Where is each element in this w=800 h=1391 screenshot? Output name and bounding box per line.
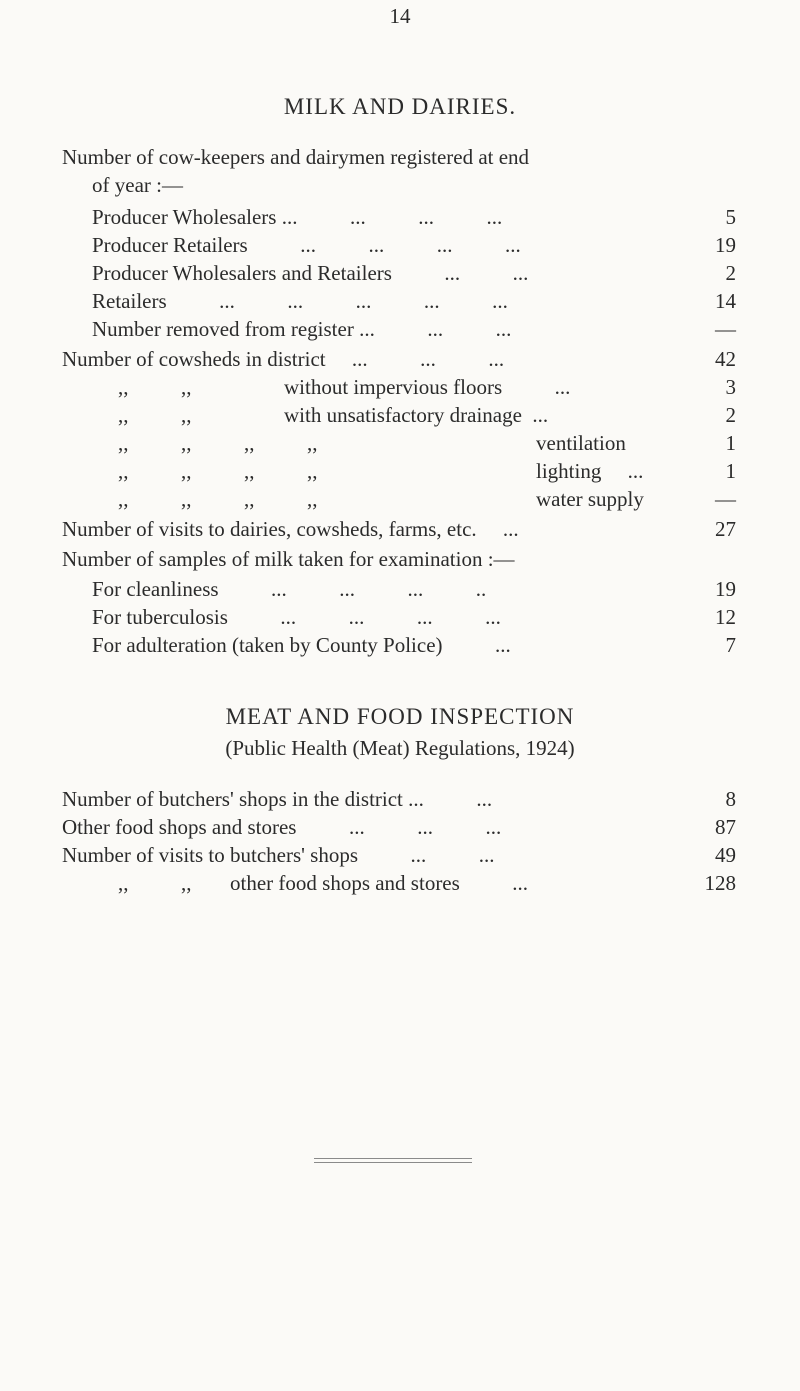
lighting-label: lighting ...	[536, 459, 644, 483]
producer-retailers-value: 19	[715, 233, 736, 257]
producer-wholesalers-retailers-value: 2	[725, 261, 736, 285]
adulteration-value: 7	[725, 633, 736, 657]
producer-wholesalers-retailers-label: Producer Wholesalers and Retailers ... ...	[92, 261, 529, 285]
other-food-shops-label: Other food shops and stores ... ... ...	[62, 815, 502, 839]
butchers-shops-value: 8	[725, 787, 736, 811]
cleanliness-label: For cleanliness ... ... ... ..	[92, 577, 487, 601]
ventilation-label: ventilation	[536, 431, 626, 455]
visits-dairies-label: Number of visits to dairies, cowsheds, farms, etc. ...	[62, 517, 519, 541]
impervious-floors-value: 3	[725, 375, 736, 399]
removed-from-register-label: Number removed from register ... ... ...	[92, 317, 512, 341]
producer-wholesalers-value: 5	[725, 205, 736, 229]
retailers-value: 14	[715, 289, 736, 313]
cleanliness-value: 19	[715, 577, 736, 601]
impervious-ditto: ,, ,,	[118, 375, 192, 399]
water-supply-label: water supply	[536, 487, 644, 511]
drainage-label: with unsatisfactory drainage ...	[284, 403, 549, 427]
visits-butchers-value: 49	[715, 843, 736, 867]
registered-intro-line-1: Number of cow-keepers and dairymen registered at end	[62, 145, 530, 169]
lighting-ditto: ,, ,, ,, ,,	[118, 459, 318, 483]
cowsheds-label: Number of cowsheds in district ... ... ...	[62, 347, 505, 371]
meat-section-title: MEAT AND FOOD INSPECTION	[225, 704, 575, 729]
water-supply-value: —	[715, 487, 736, 511]
cowsheds-value: 42	[715, 347, 736, 371]
closing-rule-lower	[314, 1162, 472, 1163]
producer-retailers-label: Producer Retailers ... ... ... ...	[92, 233, 521, 257]
visits-other-ditto: ,, ,,	[118, 871, 192, 895]
ventilation-value: 1	[725, 431, 736, 455]
adulteration-label: For adulteration (taken by County Police) ...	[92, 633, 511, 657]
visits-other-value: 128	[704, 871, 736, 895]
visits-dairies-value: 27	[715, 517, 736, 541]
ventilation-ditto: ,, ,, ,, ,,	[118, 431, 318, 455]
milk-section-title: MILK AND DAIRIES.	[283, 94, 517, 119]
page-number: 14	[389, 4, 411, 28]
removed-from-register-value: —	[715, 317, 736, 341]
lighting-value: 1	[725, 459, 736, 483]
producer-wholesalers-label: Producer Wholesalers ... ... ... ...	[92, 205, 503, 229]
drainage-value: 2	[725, 403, 736, 427]
butchers-shops-label: Number of butchers' shops in the district ... ...	[62, 787, 493, 811]
water-supply-ditto: ,, ,, ,, ,,	[118, 487, 318, 511]
retailers-label: Retailers ... ... ... ... ...	[92, 289, 508, 313]
visits-other-label: other food shops and stores ...	[230, 871, 529, 895]
samples-intro: Number of samples of milk taken for examination :—	[62, 547, 515, 571]
visits-butchers-label: Number of visits to butchers' shops ... ...	[62, 843, 495, 867]
tuberculosis-value: 12	[715, 605, 736, 629]
other-food-shops-value: 87	[715, 815, 736, 839]
drainage-ditto: ,, ,,	[118, 403, 192, 427]
tuberculosis-label: For tuberculosis ... ... ... ...	[92, 605, 501, 629]
registered-intro-line-2: of year :—	[92, 173, 183, 197]
closing-rule-upper	[314, 1158, 472, 1159]
impervious-floors-label: without impervious floors ...	[284, 375, 571, 399]
meat-section-subtitle: (Public Health (Meat) Regulations, 1924)	[225, 736, 575, 760]
